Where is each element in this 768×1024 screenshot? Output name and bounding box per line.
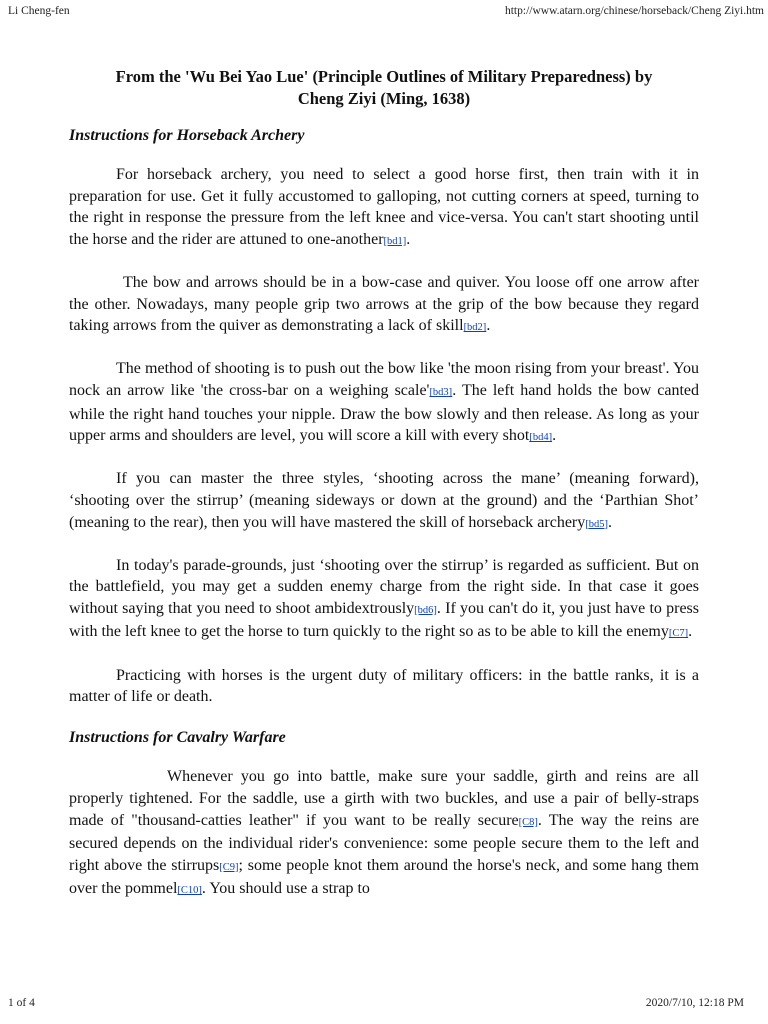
paragraph-text: The bow and arrows should be in a bow-case and quiver. You loose off one arrow after the other. Nowadays, many people grip two arrows at the grip of the bow because they regard taking arrows from the quiver as demonstrating a lack of skill <box>69 273 699 335</box>
paragraph-text: In today's parade-grounds, just ‘shooting over the stirrup’ is regarded as sufficient. But on the battlefield, you may get a sudden enemy charge from the right side. In that case it goes without saying that you need to shoot ambidextrously <box>69 556 699 617</box>
paragraph-text: Whenever you go into battle, make sure your saddle, girth and reins are all properly tightened. For the saddle, use a girth with two buckles, and use a pair of belly-straps made of "thousand-catties leather" if you want to be really secure <box>69 768 699 829</box>
paragraph-end: . <box>608 513 612 531</box>
footnote-link-c8[interactable]: [C8] <box>518 816 538 828</box>
section-heading-cavalry: Instructions for Cavalry Warfare <box>69 729 286 747</box>
paragraph-end: . <box>552 427 557 445</box>
paragraph <box>69 468 699 535</box>
title-line-2: Cheng Ziyi (Ming, 1638) <box>297 89 471 108</box>
paragraph-text: For horseback archery, you need to select a good horse first, then train with it in preparation for use. Get it fully accustomed to galloping, not cutting corners at speed, turning to the right in response the pressure from the left knee and vice-versa. You can't start shooting until the horse and the rider are attuned to one-another <box>69 166 699 248</box>
paragraph-text: . If you can't do it, you just have to press with the left knee to get the horse to turn quickly to the right so as to be able to kill the enemy <box>69 599 700 641</box>
paragraph-text: Practicing with horses is the urgent duty of military officers: in the battle ranks, it is a matter of life or death. <box>69 666 699 706</box>
footnote-link-c10[interactable]: [C10] <box>177 885 202 897</box>
paragraph <box>69 358 699 448</box>
paragraph-text: . You should use a strap to <box>201 880 370 898</box>
footnote-link-bd6[interactable]: [bd6] <box>414 604 437 616</box>
paragraph <box>69 164 699 252</box>
footnote-link-bd5[interactable]: [bd5] <box>585 518 608 530</box>
section-heading-archery: Instructions for Horseback Archery <box>69 127 305 144</box>
paragraph-end: . <box>406 230 411 248</box>
paragraph <box>69 665 699 708</box>
paragraph <box>69 766 699 902</box>
footnote-link-c7[interactable]: [C7] <box>668 628 689 640</box>
title-line-1: From the 'Wu Bei Yao Lue' (Principle Outlines of Military Preparedness) by <box>115 67 653 86</box>
page-footer <box>8 997 760 1009</box>
print-timestamp: 2020/7/10, 12:18 PM <box>645 997 744 1009</box>
paragraph <box>69 272 699 339</box>
page-number: 1 of 4 <box>8 997 35 1009</box>
header-url: http://www.atarn.org/chinese/horseback/Cheng Ziyi.htm <box>504 5 764 17</box>
paragraph-text: . The way the reins are secured depends on the individual rider's convenience: some people secure them to the left and right above the stirrups <box>69 811 700 874</box>
paragraph-end: . <box>486 317 491 335</box>
page-header <box>8 5 764 17</box>
paragraph <box>69 555 699 645</box>
paragraph-text: . The left hand holds the bow canted while the right hand touches your nipple. Draw the bow slowly and then release. As long as your upper arms and shoulders are level, you will score a kill with every shot <box>69 381 699 445</box>
footnote-link-c9[interactable]: [C9] <box>219 861 239 873</box>
footnote-link-bd3[interactable]: [bd3] <box>429 386 453 398</box>
paragraph-text: The method of shooting is to push out the bow like 'the moon rising from your breast'. You nock an arrow like 'the cross-bar on a weighing scale' <box>69 360 699 399</box>
document-body <box>69 125 699 922</box>
paragraph-text: If you can master the three styles, ‘shooting across the mane’ (meaning forward), ‘shooting over the stirrup’ (meaning sideways or down at the ground) and the ‘Parthian Shot’ (meaning to the rear), then you will have mastered the skill of horseback archery <box>69 470 699 531</box>
paragraph-end: . <box>688 623 693 641</box>
document-title <box>69 66 699 110</box>
header-author: Li Cheng-fen <box>8 5 70 17</box>
paragraph-text: ; some people knot them around the horse's neck, and some hang them over the pommel <box>69 856 699 898</box>
footnote-link-bd2[interactable]: [bd2] <box>463 322 487 334</box>
footnote-link-bd4[interactable]: [bd4] <box>529 432 553 444</box>
footnote-link-bd1[interactable]: [bd1] <box>383 235 407 247</box>
